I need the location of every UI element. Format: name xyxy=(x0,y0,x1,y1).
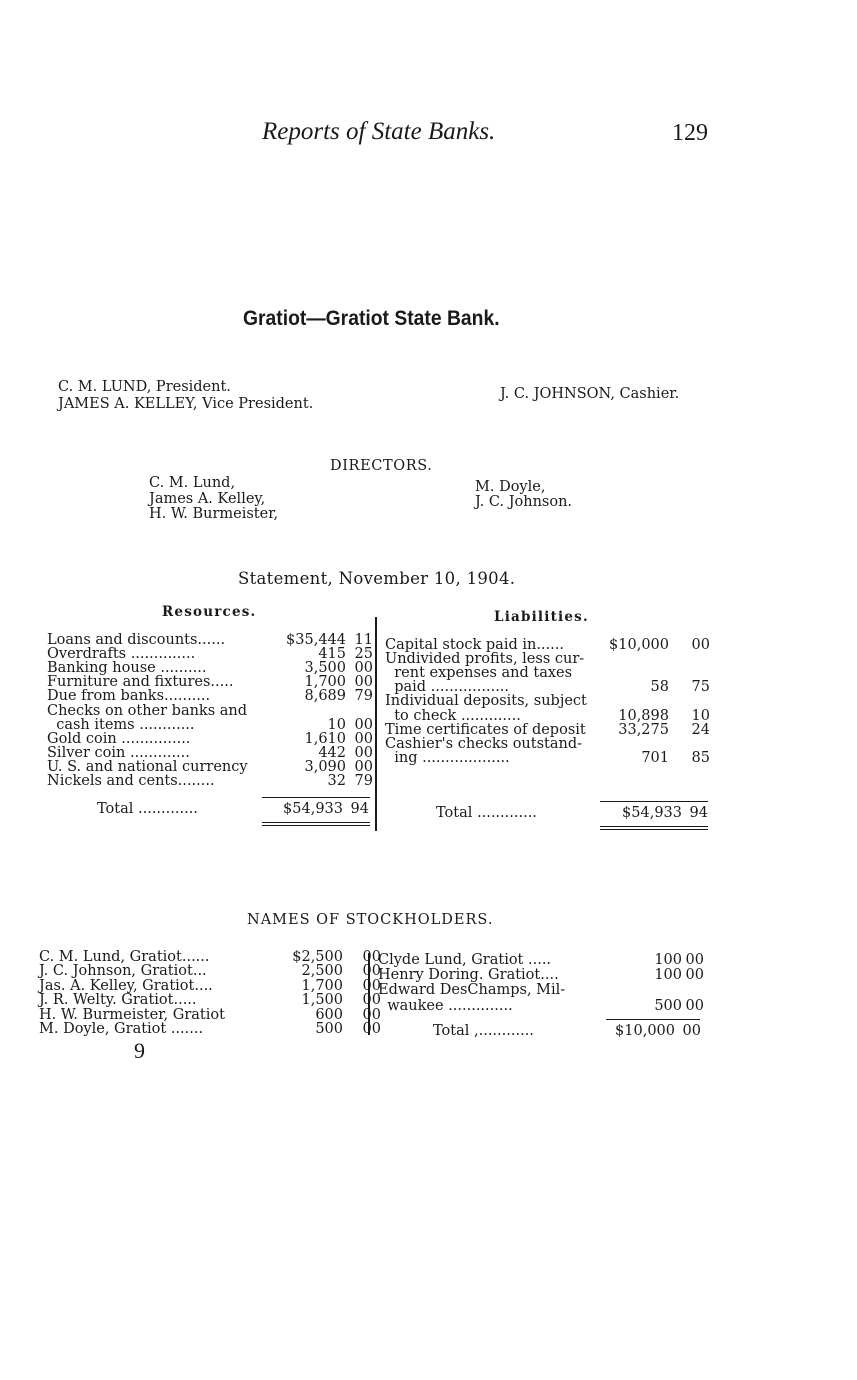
liabilities-row-label: paid ................. xyxy=(385,679,510,696)
stockholder-row-dollars: 1,700 xyxy=(301,977,343,994)
director-name: H. W. Burmeister, xyxy=(149,506,279,522)
resources-row-cents: 00 xyxy=(354,660,373,677)
officer-cashier: J. C. JOHNSON, Cashier. xyxy=(500,386,680,402)
director-name: J. C. Johnson. xyxy=(475,494,573,510)
liabilities-row-cents: 24 xyxy=(691,721,710,738)
liabilities-row-label: Capital stock paid in...... xyxy=(385,637,564,653)
stockholder-row-cents: 00 xyxy=(362,1021,381,1037)
resources-row-cents: 00 xyxy=(354,758,373,775)
stockholder-row-cents: 00 xyxy=(362,963,381,980)
stockholder-row-cents: 00 xyxy=(362,992,381,1009)
liabilities-heading: Liabilities. xyxy=(494,609,589,625)
stockholder-row-cents: 00 xyxy=(685,997,704,1014)
liabilities-row-dollars: 58 xyxy=(650,679,669,696)
resources-row-cents: 79 xyxy=(354,688,373,705)
resources-total-double-rule xyxy=(262,822,370,826)
stockholder-row-dollars: 2,500 xyxy=(301,963,343,980)
resources-row-dollars: 8,689 xyxy=(304,688,346,705)
liabilities-row-dollars: 10,898 xyxy=(618,707,669,724)
resources-row-dollars: 442 xyxy=(318,744,346,761)
liabilities-row-label: Cashier's checks outstand- xyxy=(385,735,583,752)
liabilities-row-dollars: $10,000 xyxy=(609,637,669,653)
stockholder-row-label: Henry Doring. Gratiot.... xyxy=(378,967,559,984)
stockholder-row-label: H. W. Burmeister, Gratiot xyxy=(39,1006,225,1023)
directors-heading: DIRECTORS. xyxy=(330,458,433,474)
stockholder-row-cents: 00 xyxy=(685,967,704,984)
resources-row-label: Overdrafts .............. xyxy=(47,646,196,663)
stockholder-row-cents: 00 xyxy=(685,952,704,968)
stockholder-row-dollars: $2,500 xyxy=(292,949,343,965)
liabilities-row-cents: 85 xyxy=(691,749,710,766)
stockholder-row-dollars: 500 xyxy=(315,1021,343,1037)
bank-title: Gratiot—Gratiot State Bank. xyxy=(243,307,500,330)
resources-row-cents: 79 xyxy=(354,773,373,789)
resources-row-label: Nickels and cents........ xyxy=(47,773,215,789)
liabilities-row-cents: 00 xyxy=(691,637,710,653)
resources-row-label: cash items ............ xyxy=(47,716,195,733)
liabilities-total-dollars: $54,933 xyxy=(622,805,682,821)
liabilities-sum-rule xyxy=(600,801,708,802)
liabilities-total-double-rule xyxy=(600,826,708,830)
resources-row-cents: 00 xyxy=(354,716,373,733)
director-name: James A. Kelley, xyxy=(149,491,266,507)
resources-row-dollars: $35,444 xyxy=(286,632,346,648)
resources-row-cents: 00 xyxy=(354,744,373,761)
stockholder-row-label: M. Doyle, Gratiot ....... xyxy=(39,1021,204,1037)
resources-row-dollars: 1,610 xyxy=(304,730,346,747)
resources-row-cents: 11 xyxy=(354,632,373,648)
stockholder-row-label: waukee .............. xyxy=(378,997,513,1014)
liabilities-total-label: Total ............. xyxy=(436,805,537,821)
resources-row-label: U. S. and national currency xyxy=(47,758,248,775)
resources-row-cents: 00 xyxy=(354,730,373,747)
resources-row-label: Loans and discounts...... xyxy=(47,632,226,648)
stockholder-row-cents: 00 xyxy=(362,1006,381,1023)
resources-row-dollars: 10 xyxy=(327,716,346,733)
resources-sum-rule xyxy=(262,797,370,798)
resources-total-dollars: $54,933 xyxy=(283,801,343,817)
resources-row-cents: 25 xyxy=(354,646,373,663)
liabilities-row-label: Individual deposits, subject xyxy=(385,693,587,710)
stockholders-total-label: Total ,............ xyxy=(433,1023,534,1039)
director-name: M. Doyle, xyxy=(475,479,546,495)
liabilities-row-cents: 10 xyxy=(691,707,710,724)
stockholder-row-dollars: 600 xyxy=(315,1006,343,1023)
liabilities-row-cents: 75 xyxy=(691,679,710,696)
stockholder-row-label: Clyde Lund, Gratiot ..... xyxy=(378,952,552,968)
stockholder-row-cents: 00 xyxy=(362,949,381,965)
resources-row-label: Silver coin ............. xyxy=(47,744,190,761)
resources-total-cents: 94 xyxy=(350,801,369,817)
stockholder-row-dollars: 100 xyxy=(654,967,682,984)
resources-row-label: Due from banks.......... xyxy=(47,688,211,705)
officer-president: C. M. LUND, President. xyxy=(58,379,231,395)
resources-heading: Resources. xyxy=(162,604,257,620)
director-name: C. M. Lund, xyxy=(149,475,236,491)
stockholder-row-label: Jas. A. Kelley, Gratiot.... xyxy=(39,977,213,994)
signature-mark: 9 xyxy=(134,1038,145,1063)
officer-vice-president: JAMES A. KELLEY, Vice President. xyxy=(58,396,314,412)
resources-row-dollars: 3,090 xyxy=(304,758,346,775)
liabilities-row-dollars: 701 xyxy=(641,749,669,766)
stockholders-total-dollars: $10,000 xyxy=(615,1023,675,1039)
stockholder-row-dollars: 1,500 xyxy=(301,992,343,1009)
stockholders-total-cents: 00 xyxy=(682,1023,701,1039)
stockholder-row-cents: 00 xyxy=(362,977,381,994)
liabilities-row-label: Undivided profits, less cur- xyxy=(385,651,585,668)
running-title: Reports of State Banks. xyxy=(262,118,496,145)
page-number: 129 xyxy=(672,120,708,146)
stockholders-sum-rule xyxy=(606,1019,700,1020)
resources-row-dollars: 415 xyxy=(318,646,346,663)
liabilities-total-cents: 94 xyxy=(689,805,708,821)
stockholder-row-label: J. C. Johnson, Gratiot... xyxy=(39,963,207,980)
resources-row-dollars: 32 xyxy=(327,773,346,789)
resources-row-label: Banking house .......... xyxy=(47,660,207,677)
resources-row-label: Gold coin ............... xyxy=(47,730,191,747)
stockholder-row-label: C. M. Lund, Gratiot...... xyxy=(39,949,210,965)
resources-row-dollars: 1,700 xyxy=(304,674,346,691)
stockholders-heading: NAMES OF STOCKHOLDERS. xyxy=(247,912,494,928)
stockholder-row-dollars: 500 xyxy=(654,997,682,1014)
liabilities-row-label: to check ............. xyxy=(385,707,521,724)
liabilities-row-label: ing ................... xyxy=(385,749,510,766)
liabilities-row-label: Time certificates of deposit xyxy=(385,721,586,738)
statement-title: Statement, November 10, 1904. xyxy=(238,569,516,588)
column-divider xyxy=(375,617,377,831)
liabilities-row-dollars: 33,275 xyxy=(618,721,669,738)
liabilities-row-label: rent expenses and taxes xyxy=(385,665,573,682)
resources-row-dollars: 3,500 xyxy=(304,660,346,677)
resources-total-label: Total ............. xyxy=(97,801,198,817)
stockholder-row-label: J. R. Welty. Gratiot..... xyxy=(39,992,197,1009)
resources-row-cents: 00 xyxy=(354,674,373,691)
resources-row-label: Furniture and fixtures..... xyxy=(47,674,234,691)
resources-row-label: Checks on other banks and xyxy=(47,702,248,719)
stockholder-row-label: Edward DesChamps, Mil- xyxy=(378,982,566,999)
stockholder-row-dollars: 100 xyxy=(654,952,682,968)
